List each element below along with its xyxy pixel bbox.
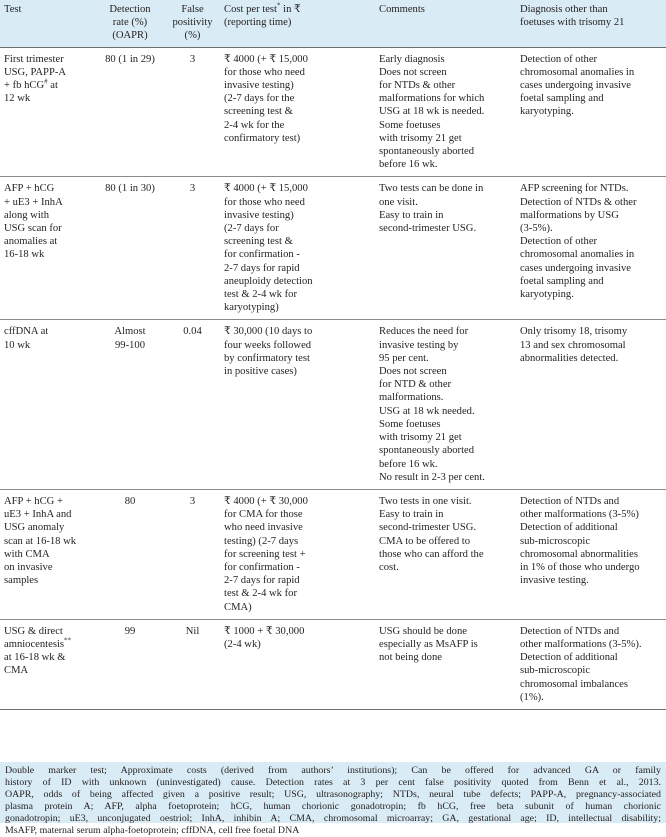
cell-false-positivity: Nil [165,619,220,709]
cell-cost: ₹ 30,000 (10 days to four weeks followed by confirmatory test in positive cases) [220,320,375,489]
cell-false-positivity: 3 [165,489,220,619]
table-row [0,47,666,177]
cell-cost: ₹ 4000 (+ ₹ 15,000 for those who need invasive testing) (2-7 days for the screening test & 2-4 wk for the confirmatory test) [220,47,375,177]
table-footnote [0,762,666,836]
cell-comments: Two tests can be done in one visit. Easy to train in second-trimester USG. [375,177,516,320]
cell-diagnosis: Only trisomy 18, trisomy 13 and sex chromosomal abnormalities detected. [516,320,666,489]
header-false-positivity: False positivity (%) [165,0,220,47]
cell-false-positivity: 0.04 [165,320,220,489]
cell-test: AFP + hCG + uE3 + InhA along with USG scan for anomalies at 16-18 wk [0,177,95,320]
footnote-line: MsAFP, maternal serum alpha-foetoprotein; cffDNA, cell free foetal DNA [5,825,300,836]
cell-test: USG & direct amniocentesis** at 16-18 wk & CMA [0,619,95,709]
cell-comments: USG should be done especially as MsAFP is not being done [375,619,516,709]
cell-false-positivity: 3 [165,177,220,320]
cell-diagnosis: AFP screening for NTDs. Detection of NTDs & other malformations by USG (3-5%). Detection of other chromosomal anomalies in cases undergoing invasive foetal sampling and karyotyping. [516,177,666,320]
cell-detection-rate: Almost 99-100 [95,320,165,489]
table-row [0,177,666,320]
cell-comments: Reduces the need for invasive testing by 95 per cent. Does not screen for NTD & other malformations. USG at 18 wk needed. Some foetuses with trisomy 21 get spontaneously aborted before 16 wk. No result in 2-3 per cent. [375,320,516,489]
footnote-line: history of ID with unknown (uninvestigated) cause. Detection rates at 3 per cent false positivity quoted from Benn et al., 2013. [5,777,661,788]
cell-comments: Early diagnosis Does not screen for NTDs & other malformations for which USG at 18 wk is needed. Some foetuses with trisomy 21 get spontaneously aborted before 16 wk. [375,47,516,177]
header-cost: Cost per test* in ₹ (reporting time) [220,0,375,47]
header-test: Test [0,0,95,47]
cell-diagnosis: Detection of other chromosomal anomalies in cases undergoing invasive foetal sampling and karyotyping. [516,47,666,177]
header-diagnosis: Diagnosis other than foetuses with trisomy 21 [516,0,666,47]
cell-test: cffDNA at 10 wk [0,320,95,489]
footnote-line: plasma protein A; AFP, alpha foetoprotein; hCG, human chorionic gonadotropin; fb hCG, free beta subunit of human chorionic [5,801,661,812]
cell-test: First trimester USG, PAPP-A + fb hCG# at 12 wk [0,47,95,177]
cell-detection-rate: 80 (1 in 29) [95,47,165,177]
table-row [0,489,666,619]
footnote-line: gonadotropin; uE3, unconjugated oestriol; InhA, inhibin A; CMA, chromosomal microarray; GA, gestational age; ID, intellectual disability; [5,813,661,824]
cell-comments: Two tests in one visit. Easy to train in second-trimester USG. CMA to be offered to those who can afford the cost. [375,489,516,619]
footnote-line: OAPR, odds of being affected given a positive result; USG, ultrasonography; NTDs, neural tube defects; PAPP-A, pregnancy-associated [5,789,661,800]
cell-detection-rate: 80 [95,489,165,619]
header-comments: Comments [375,0,516,47]
footnote-line: Double marker test; Approximate costs (derived from authors’ institutions); Can be offered for advanced GA or family [5,765,661,776]
table-header-row [0,0,666,47]
cell-false-positivity: 3 [165,47,220,177]
cell-cost: ₹ 4000 (+ ₹ 15,000 for those who need invasive testing) (2-7 days for screening test & for confirmation - 2-7 days for rapid aneuploidy detection test & 2-4 wk for karyotyping) [220,177,375,320]
cell-detection-rate: 80 (1 in 30) [95,177,165,320]
cell-cost: ₹ 1000 + ₹ 30,000 (2-4 wk) [220,619,375,709]
table-row [0,320,666,489]
cell-diagnosis: Detection of NTDs and other malformations (3-5%). Detection of additional sub-microscopic chromosomal imbalances (1%). [516,619,666,709]
header-detection-rate: Detection rate (%) (OAPR) [95,0,165,47]
cell-detection-rate: 99 [95,619,165,709]
cell-diagnosis: Detection of NTDs and other malformations (3-5%) Detection of additional sub-microscopic chromosomal abnormalities in 1% of those who undergo invasive testing. [516,489,666,619]
cell-test: AFP + hCG + uE3 + InhA and USG anomaly scan at 16-18 wk with CMA on invasive samples [0,489,95,619]
table-row [0,619,666,709]
cell-cost: ₹ 4000 (+ ₹ 30,000 for CMA for those who need invasive testing) (2-7 days for screening test + for confirmation - 2-7 days for rapid test & 2-4 wk for CMA) [220,489,375,619]
